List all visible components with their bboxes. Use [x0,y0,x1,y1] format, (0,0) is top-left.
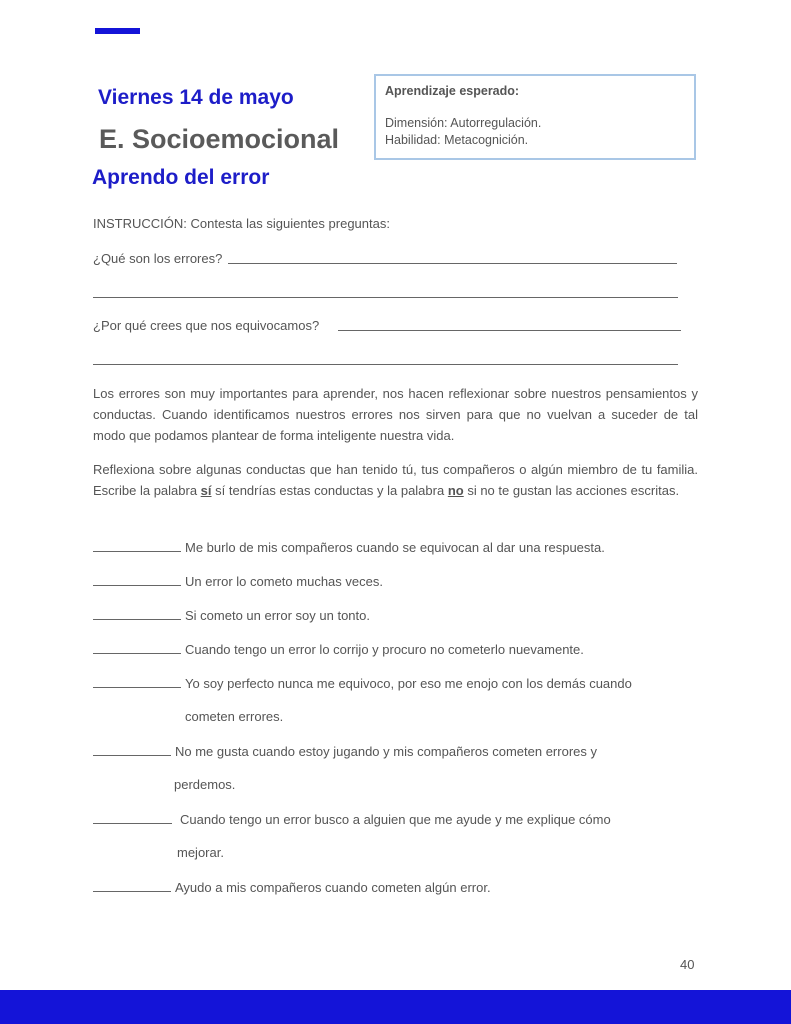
lesson-title: Aprendo del error [92,166,270,189]
statement-6 [93,743,597,759]
answer-line-1a[interactable] [228,263,677,264]
statement-7-continued: mejorar. [177,845,224,860]
learning-box [374,74,696,160]
page-number: 40 [680,957,695,972]
statement-7 [93,811,611,827]
answer-line-2b[interactable] [93,364,678,365]
learning-skill: Habilidad: Metacognición. [385,133,529,147]
statement-4-blank[interactable] [93,641,181,654]
instruction-text: INSTRUCCIÓN: Contesta las siguientes preguntas: [93,216,390,231]
date-heading: Viernes 14 de mayo [98,86,294,109]
statement-7-blank[interactable] [93,811,172,824]
statement-6-blank[interactable] [93,743,171,756]
statement-7-text: Cuando tengo un error busco a alguien que me ayude y me explique cómo [180,812,611,827]
statement-5-continued: cometen errores. [185,709,284,724]
top-accent-bar [95,28,140,34]
answer-line-1b[interactable] [93,297,678,298]
answer-line-2a[interactable] [338,330,681,331]
learning-dimension: Dimensión: Autorregulación. [385,116,542,130]
keyword-no: no [447,483,464,498]
statement-5 [93,675,632,691]
statement-3-blank[interactable] [93,607,181,620]
paragraph-2-part-c: si no te gustan las acciones escritas. [463,483,680,498]
statement-8-blank[interactable] [93,879,171,892]
statement-5-text: Yo soy perfecto nunca me equivoco, por eso me enojo con los demás cuando [185,676,632,691]
subject-heading: E. Socioemocional [99,124,340,154]
statement-8-text: Ayudo a mis compañeros cuando cometen algún error. [175,880,491,895]
question-1: ¿Qué son los errores? [93,251,223,266]
statement-1-blank[interactable] [93,539,181,552]
keyword-yes: sí [200,483,212,498]
paragraph-2-part-b: sí tendrías estas conductas y la palabra [211,483,448,498]
question-2: ¿Por qué crees que nos equivocamos? [93,318,320,333]
statement-4-text: Cuando tengo un error lo corrijo y procuro no cometerlo nuevamente. [185,642,584,657]
paragraph-instructions-reflect [93,459,698,501]
statement-3 [93,607,370,623]
statement-1 [93,539,605,555]
bottom-accent-bar [0,990,791,1024]
statement-6-continued: perdemos. [174,777,236,792]
statement-6-text: No me gusta cuando estoy jugando y mis compañeros cometen errores y [175,744,597,759]
statement-3-text: Si cometo un error soy un tonto. [185,608,370,623]
statement-1-text: Me burlo de mis compañeros cuando se equivocan al dar una respuesta. [185,540,605,555]
statement-2-text: Un error lo cometo muchas veces. [185,574,383,589]
statement-5-blank[interactable] [93,675,181,688]
statement-8 [93,879,491,895]
paragraph-2-part-a: Reflexiona sobre algunas conductas que han tenido tú, tus compañeros o algún miembro de tu familia. Escribe la palabra [93,462,698,498]
statement-2-blank[interactable] [93,573,181,586]
statement-4 [93,641,584,657]
statement-2 [93,573,383,589]
learning-box-title: Aprendizaje esperado: [385,84,520,98]
paragraph-errors-importance: Los errores son muy importantes para aprender, nos hacen reflexionar sobre nuestros pensamientos y conductas. Cuando identificamos nuestros errores nos sirven para que no vuelvan a suceder de tal modo que podamos plantear de forma inteligente nuestra vida. [93,386,698,443]
